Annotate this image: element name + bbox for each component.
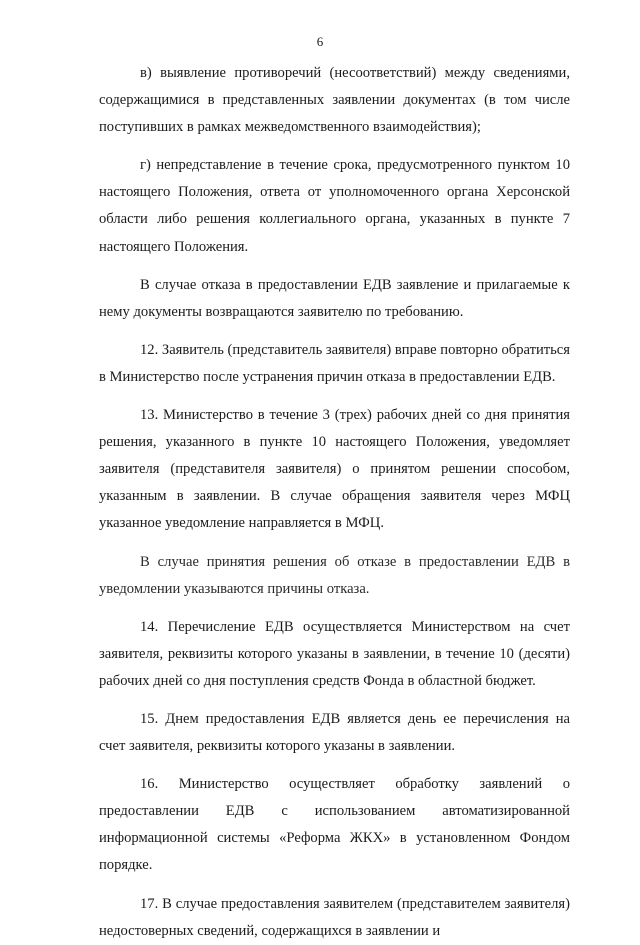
paragraph-refusal-reasons: В случае принятия решения об отказе в предоставлении ЕДВ в уведомлении указываются причины отказа. — [99, 553, 570, 597]
paragraph-item-14: 14. Перечисление ЕДВ осуществляется Министерством на счет заявителя, реквизиты которого указаны в заявлении, в течение 10 (десяти) рабочих дней со дня поступления средств Фонда в областной бюджет. — [99, 618, 570, 689]
document-body — [99, 60, 570, 945]
paragraph-v-contradictions: в) выявление противоречий (несоответствий) между сведениями, содержащимися в представленных заявлении документах (в том числе поступивших в рамках межведомственного взаимодействия); — [99, 65, 570, 136]
paragraph-item-15: 15. Днем предоставления ЕДВ является день ее перечисления на счет заявителя, реквизиты которого указаны в заявлении. — [99, 710, 570, 755]
paragraph-g-non-submission: г) непредставление в течение срока, предусмотренного пунктом 10 настоящего Положения, ответа от уполномоченного органа Херсонской области либо решения коллегиального органа, указанных в пункте 7 настоящего Положения. — [99, 157, 570, 255]
paragraph-item-17: 17. В случае предоставления заявителем (представителем заявителя) недостоверных сведений, содержащихся в заявлении и — [99, 895, 570, 939]
paragraph-item-13: 13. Министерство в течение 3 (трех) рабочих дней со дня принятия решения, указанного в пункте 10 настоящего Положения, уведомляет заявителя (представителя заявителя) о принятом решении способом, указанным в заявлении. В случае обращения заявителя через МФЦ указанное уведомление направляется в МФЦ. — [99, 407, 570, 532]
page-number: 6 — [316, 34, 324, 49]
paragraph-item-12: 12. Заявитель (представитель заявителя) вправе повторно обратиться в Министерство после устранения причин отказа в предоставлении ЕДВ. — [99, 341, 570, 385]
paragraph-refusal-documents-return: В случае отказа в предоставлении ЕДВ заявление и прилагаемые к нему документы возвращаются заявителю по требованию. — [99, 276, 570, 320]
paragraph-item-16: 16. Министерство осуществляет обработку заявлений о предоставлении ЕДВ с использованием автоматизированной информационной системы «Реформа ЖКХ» в установленном Фондом порядке. — [99, 776, 570, 874]
